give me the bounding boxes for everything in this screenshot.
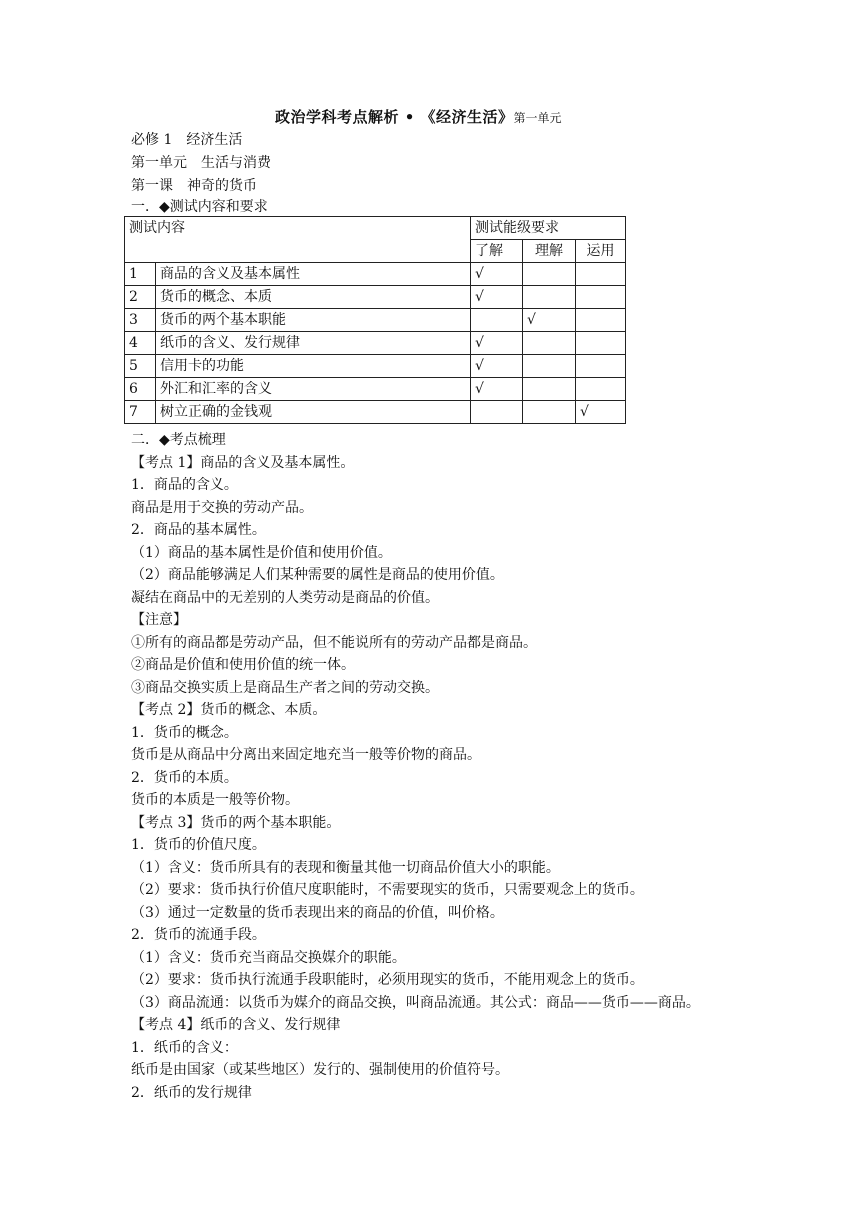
row-mark [471,401,523,424]
body-line: （2）商品能够满足人们某种需要的属性是商品的使用价值。 [131,567,504,583]
body-line: 【考点 3】货币的两个基本职能。 [131,815,341,831]
row-item: 纸币的含义、发行规律 [156,332,471,355]
table-row [125,263,626,286]
row-item: 信用卡的功能 [156,355,471,378]
row-mark: √ [576,401,626,424]
table-row [125,332,626,355]
row-mark [576,378,626,401]
document-title [275,106,562,127]
body-line: 【考点 2】货币的概念、本质。 [131,702,327,718]
body-line: （1）含义：货币所具有的表现和衡量其他一切商品价值大小的职能。 [131,860,560,876]
row-item: 货币的概念、本质 [156,286,471,309]
body-line: （2）要求：货币执行价值尺度职能时，不需要现实的货币，只需要观念上的货币。 [131,882,644,898]
row-number: 5 [125,355,156,378]
body-line: 1．纸币的含义： [131,1040,238,1056]
row-item: 树立正确的金钱观 [156,401,471,424]
book-heading: 必修 1 经济生活 [131,132,243,148]
row-mark [576,332,626,355]
body-line: 【考点 1】商品的含义及基本属性。 [131,455,355,471]
body-line: （1）商品的基本属性是价值和使用价值。 [131,545,392,561]
body-line: 【考点 4】纸币的含义、发行规律 [131,1017,341,1033]
body-line: 1．商品的含义。 [131,477,238,493]
requirements-table [124,216,626,424]
section-heading: 一．◆测试内容和要求 [131,199,268,215]
header-level-cell: 测试能级要求 [471,217,626,240]
table-row [125,355,626,378]
body-line: 纸币是由国家（或某些地区）发行的、强制使用的价值符号。 [131,1062,509,1078]
row-number: 1 [125,263,156,286]
body-line: 凝结在商品中的无差别的人类劳动是商品的价值。 [131,590,439,606]
row-mark [576,309,626,332]
body-line: 二．◆考点梳理 [131,432,226,448]
lesson-heading: 第一课 神奇的货币 [131,178,257,194]
body-line: 【注意】 [131,612,187,628]
row-number: 6 [125,378,156,401]
row-mark [523,355,576,378]
body-line: ③商品交换实质上是商品生产者之间的劳动交换。 [131,680,439,696]
row-mark [471,309,523,332]
table-row [125,378,626,401]
body-line: 1．货币的概念。 [131,725,238,741]
body-line: 货币是从商品中分离出来固定地充当一般等价物的商品。 [131,747,481,763]
row-mark [576,286,626,309]
body-line: 1．货币的价值尺度。 [131,837,266,853]
body-line: ②商品是价值和使用价值的统一体。 [131,657,355,673]
body-line: （3）商品流通：以货币为媒介的商品交换，叫商品流通。其公式：商品——货币——商品。 [131,995,700,1011]
row-mark: √ [523,309,576,332]
body-line: 2．货币的流通手段。 [131,927,266,943]
unit-heading: 第一单元 生活与消费 [131,155,271,171]
row-mark [523,286,576,309]
table-row [125,286,626,309]
row-mark: √ [471,355,523,378]
row-mark [576,355,626,378]
row-item: 货币的两个基本职能 [156,309,471,332]
table-row [125,401,626,424]
row-mark: √ [471,263,523,286]
level-understand: 了解 [471,240,523,263]
body-line: 货币的本质是一般等价物。 [131,792,299,808]
row-mark: √ [471,378,523,401]
table-header-row [125,217,626,240]
title-main: 政治学科考点解析 • 《经济生活》 [275,108,514,126]
row-number: 4 [125,332,156,355]
body-line: 2．纸币的发行规律 [131,1085,252,1101]
row-mark [576,263,626,286]
body-line: （2）要求：货币执行流通手段职能时，必须用现实的货币，不能用观念上的货币。 [131,972,644,988]
title-sub: 第一单元 [513,111,562,125]
level-apply: 运用 [576,240,626,263]
row-item: 外汇和汇率的含义 [156,378,471,401]
row-item: 商品的含义及基本属性 [156,263,471,286]
row-mark: √ [471,332,523,355]
row-mark [523,263,576,286]
table-row [125,309,626,332]
row-mark [523,378,576,401]
row-mark [523,332,576,355]
row-number: 2 [125,286,156,309]
row-mark [523,401,576,424]
body-line: （1）含义：货币充当商品交换媒介的职能。 [131,950,406,966]
row-number: 7 [125,401,156,424]
row-mark: √ [471,286,523,309]
header-content-cell: 测试内容 [125,217,471,263]
body-line: 商品是用于交换的劳动产品。 [131,500,313,516]
body-line: 2．商品的基本属性。 [131,522,266,538]
body-line: ①所有的商品都是劳动产品，但不能说所有的劳动产品都是商品。 [131,635,537,651]
body-line: 2．货币的本质。 [131,770,238,786]
body-line: （3）通过一定数量的货币表现出来的商品的价值，叫价格。 [131,905,504,921]
level-comprehend: 理解 [523,240,576,263]
row-number: 3 [125,309,156,332]
